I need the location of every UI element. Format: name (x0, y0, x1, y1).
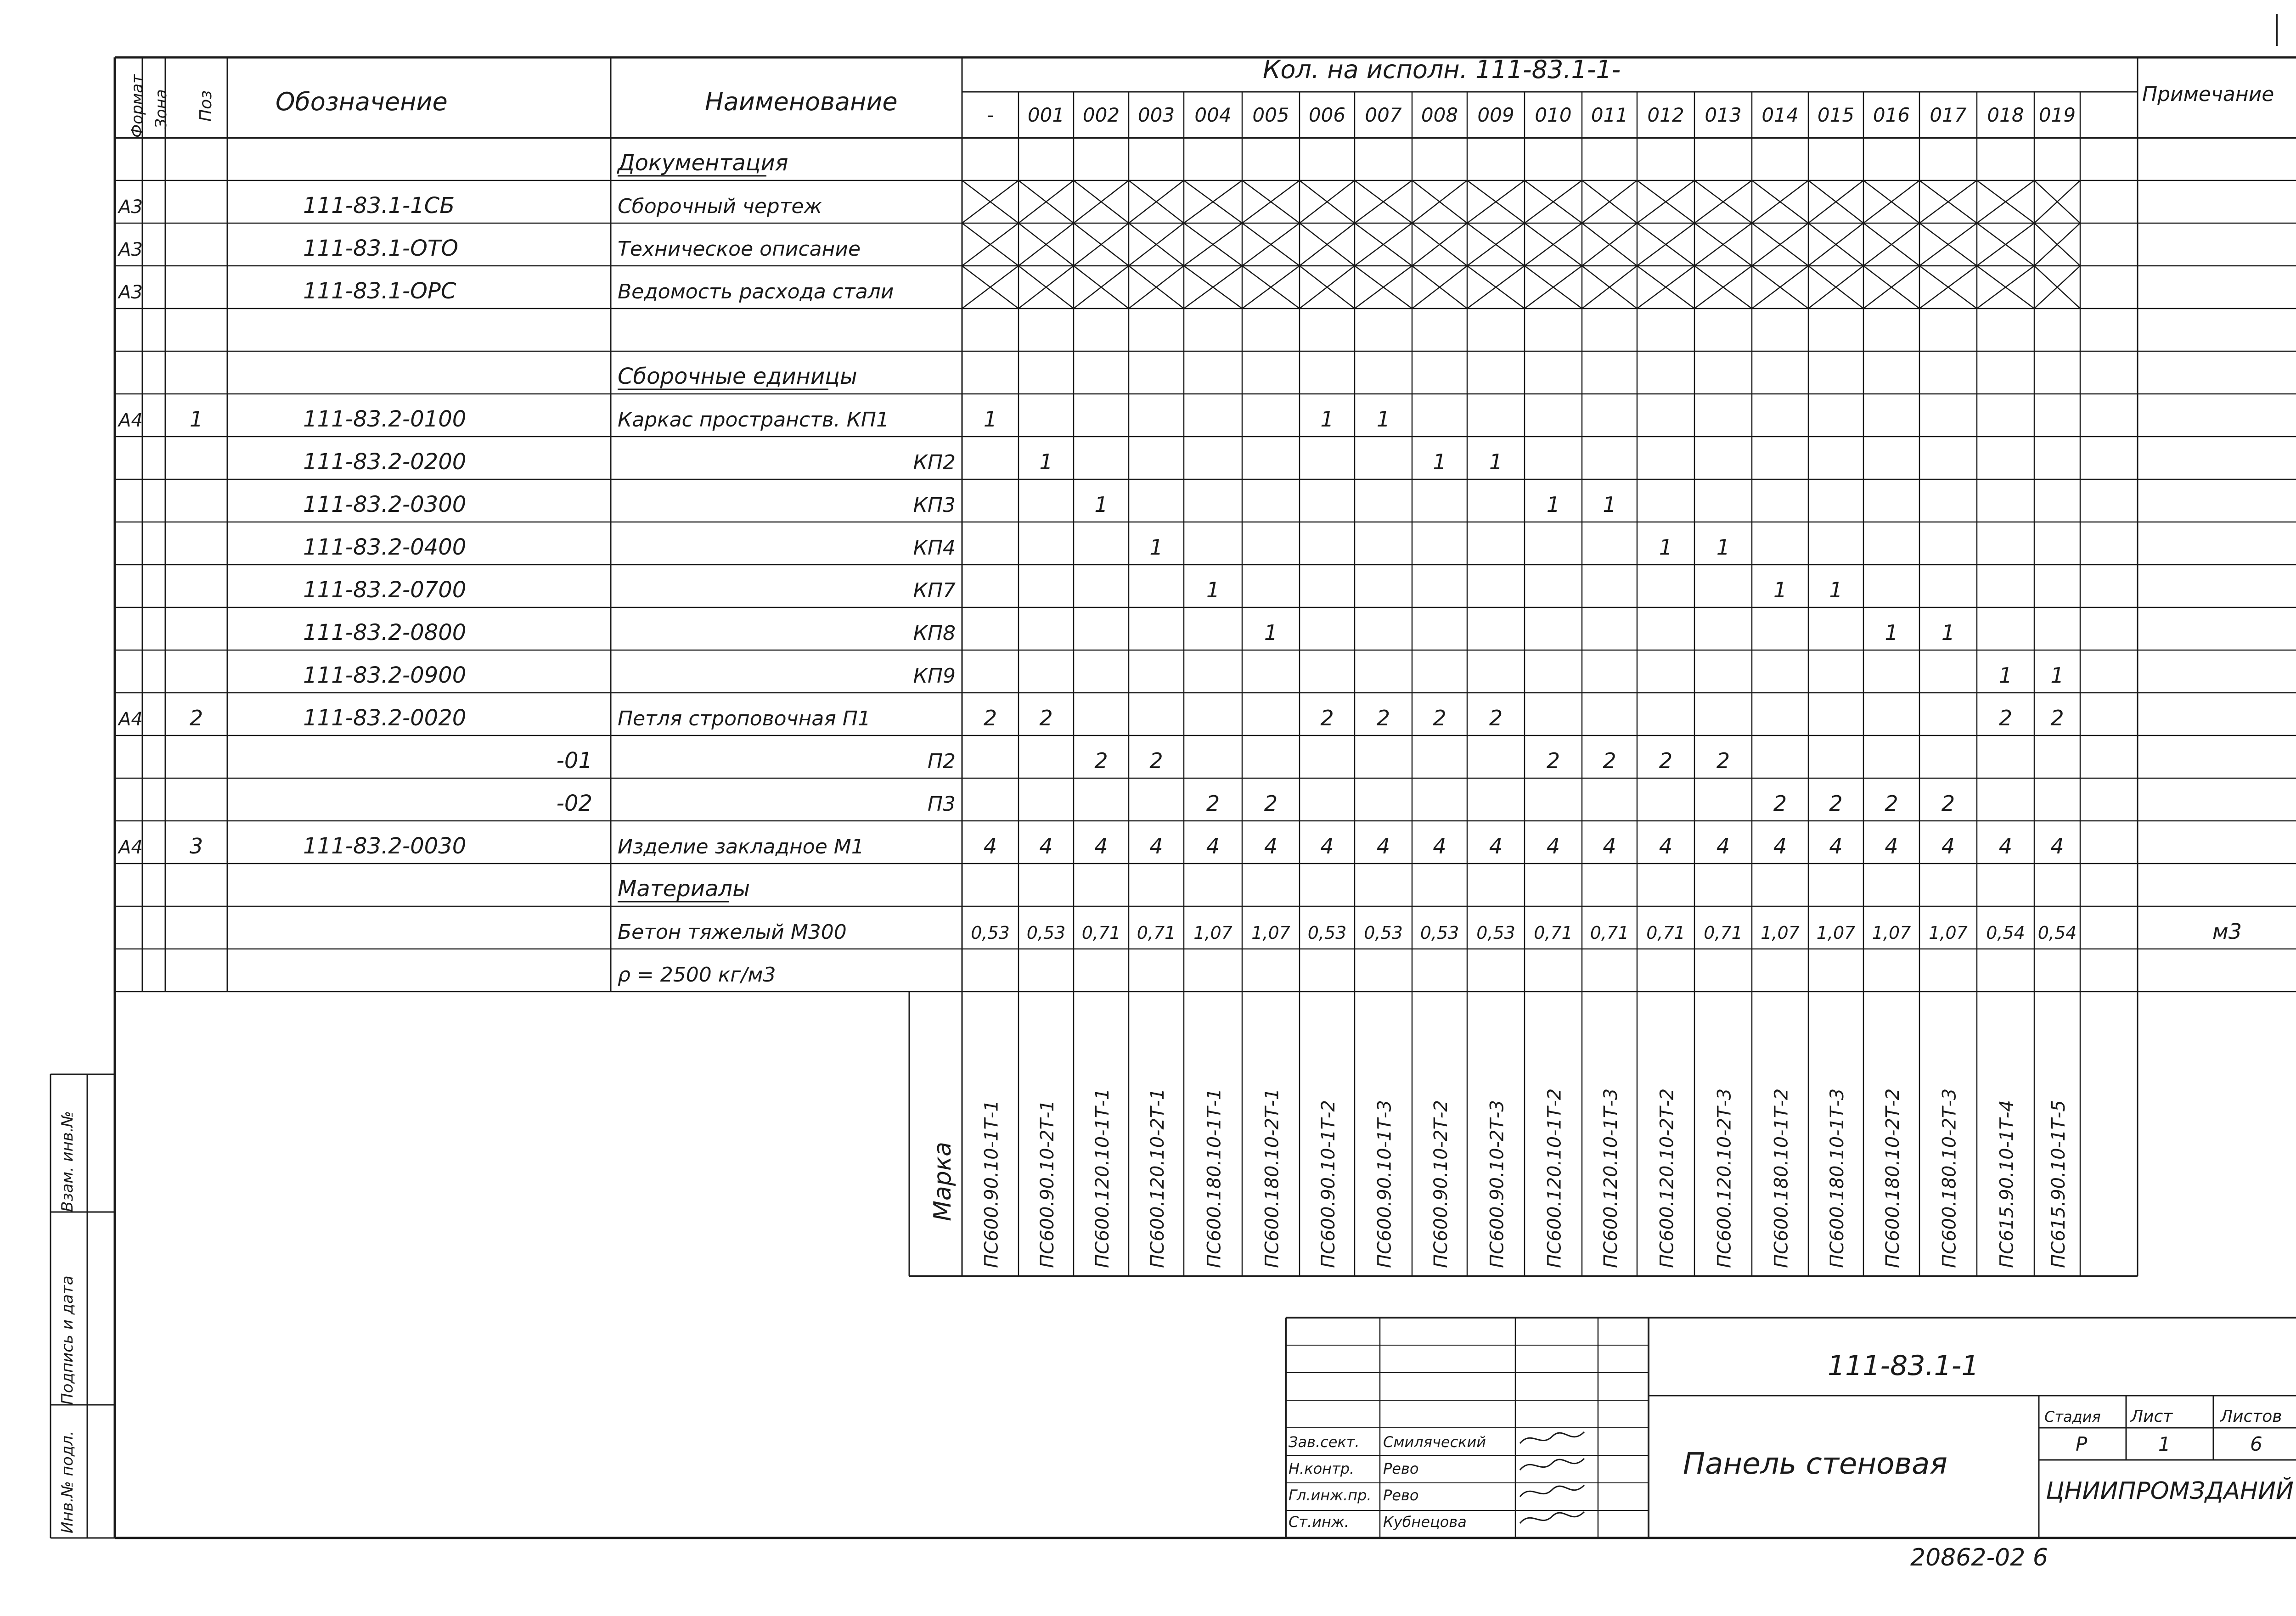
qty-cell: 0,53 (1364, 923, 1403, 943)
row-pos: 3 (189, 834, 203, 858)
qty-cell: 1 (1206, 578, 1220, 602)
row-name: П3 (927, 792, 956, 816)
qty-cell: 4 (1716, 834, 1730, 858)
qty-cell: 1 (1659, 535, 1673, 560)
spec-rows (117, 150, 2242, 987)
qty-cell: 2 (1433, 706, 1446, 730)
row-designation: 111-83.2-0200 (303, 449, 467, 475)
mark-label: ПС600.90.10-1Т-3 (1374, 1100, 1396, 1268)
qty-cell: 4 (1998, 834, 2013, 858)
qty-cell: 0,54 (2037, 923, 2077, 943)
qty-cell: 0,71 (1137, 923, 1176, 943)
row-format: А4 (118, 709, 143, 730)
qty-cell: 0,53 (971, 923, 1010, 943)
qty-cell: 4 (1489, 834, 1503, 858)
qty-cell: 4 (1885, 834, 1898, 858)
qty-cell: 4 (1941, 834, 1955, 858)
qty-cell: 1,07 (1872, 923, 1911, 943)
variant-header: 015 (1817, 104, 1855, 126)
variant-header: 009 (1477, 104, 1514, 126)
stage-label: Стадия (2044, 1408, 2101, 1425)
header-zone: Зона (152, 89, 170, 129)
variant-header: 005 (1252, 104, 1289, 126)
qty-cell: 4 (1264, 834, 1278, 858)
qty-cell: 1 (1489, 449, 1503, 474)
row-note: м3 (2212, 919, 2242, 944)
header-name: Наименование (705, 87, 898, 116)
variant-header: 013 (1705, 104, 1742, 126)
row-format: А3 (118, 239, 143, 260)
signer-role: Ст.инж. (1289, 1513, 1349, 1531)
qty-cell: 1 (1829, 578, 1843, 602)
qty-cell: 2 (1149, 748, 1163, 773)
qty-cell: 2 (1094, 748, 1108, 773)
row-designation: 111-83.1-1СБ (303, 193, 455, 219)
qty-cell: 1,07 (1816, 923, 1856, 943)
qty-cell: 4 (1320, 834, 1334, 858)
qty-cell: 1 (1039, 449, 1053, 474)
row-format: А4 (118, 837, 143, 858)
qty-cell: 1 (1320, 407, 1334, 432)
header-format: Формат (128, 74, 146, 138)
qty-cell: 0,53 (1307, 923, 1347, 943)
row-name: КП3 (913, 494, 956, 517)
mark-label: ПС600.90.10-1Т-1 (981, 1100, 1002, 1268)
mark-labels (929, 1089, 2069, 1268)
qty-cell: 0,71 (1534, 923, 1573, 943)
mark-label: ПС600.90.10-2Т-2 (1430, 1100, 1452, 1268)
row-pos: 1 (189, 407, 203, 432)
row-name: ρ = 2500 кг/м3 (618, 963, 776, 987)
qty-cell: 4 (2050, 834, 2064, 858)
signer-name: Рево (1383, 1460, 1419, 1477)
qty-cell: 1 (1546, 492, 1560, 517)
qty-cell: 2 (1376, 706, 1390, 730)
mark-label: ПС600.120.10-1Т-2 (1544, 1088, 1565, 1268)
qty-cell: 1 (1149, 535, 1163, 560)
side-stamp-inv: Инв.№ подл. (58, 1431, 77, 1533)
mark-label: ПС600.120.10-2Т-1 (1147, 1088, 1168, 1268)
qty-cell: 2 (1489, 706, 1503, 730)
row-name: Техническое описание (618, 237, 861, 261)
qty-cell: 1 (1998, 663, 2013, 688)
mark-label: ПС600.180.10-2Т-1 (1261, 1088, 1283, 1268)
qty-cell: 2 (1773, 791, 1787, 816)
row-designation: 111-83.2-0300 (303, 492, 467, 517)
signer-name: Кубнецова (1383, 1513, 1467, 1531)
sheet-label: Лист (2131, 1407, 2173, 1426)
variant-header: 012 (1647, 104, 1684, 126)
qty-cell: 2 (1603, 748, 1616, 773)
row-name: Бетон тяжелый М300 (618, 920, 847, 944)
row-format: А3 (118, 196, 143, 218)
section-title: Сборочные единицы (618, 364, 857, 389)
sheets-value: 6 (2250, 1433, 2262, 1455)
section-title: Документация (618, 150, 788, 176)
qty-cell: 2 (1885, 791, 1898, 816)
mark-label: ПС600.90.10-2Т-3 (1486, 1100, 1508, 1268)
variant-header: 004 (1194, 104, 1232, 126)
qty-cell: 0,71 (1590, 923, 1629, 943)
qty-cell: 0,71 (1081, 923, 1121, 943)
variant-header: 011 (1591, 104, 1628, 126)
qty-cell: 2 (1829, 791, 1843, 816)
side-stamp-replace: Взам. инв.№ (58, 1111, 77, 1212)
mark-label: ПС600.90.10-2Т-1 (1037, 1100, 1058, 1268)
qty-cell: 4 (1039, 834, 1053, 858)
row-name: Каркас пространств. КП1 (618, 408, 889, 432)
marks-label: Марка (929, 1141, 957, 1221)
qty-cell: 0,53 (1476, 923, 1515, 943)
row-name: Ведомость расхода стали (618, 280, 894, 303)
row-designation: -01 (556, 748, 592, 774)
qty-cell: 0,53 (1420, 923, 1459, 943)
header-pos: Поз (197, 90, 215, 122)
qty-cell: 4 (1094, 834, 1108, 858)
qty-cell: 1 (1716, 535, 1730, 560)
qty-cell: 1,07 (1193, 923, 1232, 943)
variant-header: 017 (1930, 104, 1967, 126)
qty-cell: 0,71 (1646, 923, 1685, 943)
variant-header: 001 (1027, 104, 1065, 126)
row-designation: 111-83.2-0900 (303, 662, 467, 688)
qty-cell: 1,07 (1761, 923, 1800, 943)
qty-cell: 4 (1773, 834, 1787, 858)
row-name: КП8 (913, 622, 956, 645)
signer-role: Гл.инж.пр. (1289, 1487, 1372, 1504)
signer-name: Рево (1383, 1487, 1419, 1504)
variant-header: 016 (1873, 104, 1910, 126)
side-stamp-sign: Подпись и дата (58, 1275, 77, 1405)
qty-cell: 1 (1773, 578, 1787, 602)
qty-cell: 4 (1546, 834, 1560, 858)
row-designation: 111-83.1-ОРС (303, 278, 456, 304)
qty-cell: 2 (1998, 706, 2013, 730)
mark-label: ПС600.120.10-1Т-3 (1600, 1088, 1621, 1268)
row-name: П2 (927, 750, 956, 773)
qty-cell: 2 (1320, 706, 1334, 730)
qty-cell: 0,53 (1026, 923, 1066, 943)
row-pos: 2 (189, 706, 203, 730)
row-designation: 111-83.2-0100 (303, 406, 467, 432)
mark-label: ПС600.120.10-2Т-2 (1656, 1088, 1678, 1268)
qty-cell: 2 (983, 706, 997, 730)
mark-label: ПС600.180.10-1Т-1 (1204, 1088, 1225, 1268)
row-name: КП7 (913, 579, 956, 602)
variant-header: 008 (1421, 104, 1458, 126)
cross-hatch-marks (962, 180, 2080, 309)
qty-cell: 1,07 (1251, 923, 1290, 943)
qty-cell: 1 (1941, 620, 1955, 645)
variant-header: 007 (1365, 104, 1402, 126)
qty-cell: 1 (983, 407, 997, 432)
qty-cell: 2 (1716, 748, 1730, 773)
variant-header: 003 (1137, 104, 1175, 126)
row-designation: 111-83.2-0400 (303, 534, 467, 560)
qty-cell: 4 (1149, 834, 1163, 858)
qty-cell: 2 (1039, 706, 1053, 730)
mark-label: ПС600.90.10-1Т-2 (1318, 1100, 1339, 1268)
row-name: КП9 (913, 664, 956, 688)
variant-header: 019 (2038, 104, 2076, 126)
row-name: КП4 (913, 536, 956, 560)
signers (1289, 1432, 1584, 1531)
qty-cell: 0,54 (1986, 923, 2025, 943)
stage-value: Р (2076, 1433, 2088, 1455)
variant-header: 014 (1761, 104, 1799, 126)
doc-name: Панель стеновая (1683, 1447, 1947, 1481)
signature-mark (1520, 1459, 1584, 1470)
mark-label: ПС600.120.10-2Т-3 (1714, 1088, 1735, 1268)
signer-name: Смиляческий (1383, 1433, 1486, 1451)
sheet-value: 1 (2158, 1433, 2171, 1455)
mark-label: ПС615.90.10-1Т-4 (1996, 1100, 2018, 1268)
organization: ЦНИИПРОМЗДАНИЙ (2046, 1477, 2294, 1505)
row-designation: 111-83.2-0020 (303, 705, 467, 731)
sheets-label: Листов (2220, 1407, 2282, 1426)
variant-headers (987, 104, 2076, 126)
row-format: А4 (118, 410, 143, 431)
qty-cell: 4 (1659, 834, 1673, 858)
header-note: Примечание (2142, 83, 2274, 106)
row-designation: -02 (556, 791, 592, 816)
qty-cell: 2 (1941, 791, 1955, 816)
doc-code: 111-83.1-1 (1828, 1350, 1979, 1382)
variant-header: 002 (1082, 104, 1120, 126)
title-block (1289, 1350, 2294, 1531)
side-stamp (58, 1111, 77, 1533)
signer-role: Н.контр. (1289, 1460, 1355, 1477)
signer-role: Зав.сект. (1289, 1433, 1360, 1451)
qty-cell: 0,71 (1704, 923, 1743, 943)
variant-header: 006 (1308, 104, 1346, 126)
qty-cell: 2 (1546, 748, 1560, 773)
row-name: Сборочный чертеж (618, 195, 822, 218)
qty-cell: 1,07 (1929, 923, 1968, 943)
row-designation: 111-83.1-ОТО (303, 236, 459, 261)
qty-cell: 1 (2050, 663, 2064, 688)
qty-cell: 1 (1433, 449, 1446, 474)
qty-cell: 4 (1376, 834, 1390, 858)
bottom-code: 20862-02 6 (1910, 1544, 2048, 1571)
row-designation: 111-83.2-0700 (303, 577, 467, 603)
qty-cell: 1 (1376, 407, 1390, 432)
header-qty-title: Кол. на исполн. 111-83.1-1- (1263, 55, 1621, 84)
signature-mark (1520, 1432, 1584, 1443)
mark-label: ПС615.90.10-1Т-5 (2048, 1100, 2069, 1268)
qty-cell: 2 (1659, 748, 1673, 773)
qty-cell: 1 (1603, 492, 1616, 517)
mark-label: ПС600.180.10-1Т-3 (1827, 1088, 1848, 1268)
variant-header: 010 (1535, 104, 1572, 126)
row-designation: 111-83.2-0030 (303, 833, 467, 859)
mark-label: ПС600.120.10-1Т-1 (1092, 1088, 1113, 1268)
variant-header: 018 (1987, 104, 2024, 126)
mark-label: ПС600.180.10-2Т-3 (1939, 1088, 1960, 1268)
qty-cell: 1 (1264, 620, 1278, 645)
qty-cell: 4 (1829, 834, 1843, 858)
variant-header: - (986, 104, 994, 126)
row-format: А3 (118, 282, 143, 303)
qty-cell: 2 (1206, 791, 1220, 816)
qty-cell: 4 (1206, 834, 1220, 858)
section-title: Материалы (618, 876, 750, 902)
qty-cell: 4 (1433, 834, 1446, 858)
qty-cell: 4 (983, 834, 997, 858)
qty-cell: 2 (1264, 791, 1278, 816)
row-name: Петля строповочная П1 (618, 707, 871, 730)
row-name: КП2 (913, 451, 956, 474)
mark-label: ПС600.180.10-2Т-2 (1882, 1088, 1903, 1268)
qty-cell: 1 (1885, 620, 1898, 645)
qty-cell: 1 (1094, 492, 1108, 517)
row-name: Изделие закладное М1 (618, 835, 864, 858)
header-designation: Обозначение (276, 87, 448, 116)
qty-cell: 4 (1603, 834, 1616, 858)
row-designation: 111-83.2-0800 (303, 620, 467, 645)
signature-mark (1520, 1485, 1584, 1497)
qty-cell: 2 (2050, 706, 2064, 730)
mark-label: ПС600.180.10-1Т-2 (1771, 1088, 1792, 1268)
signature-mark (1520, 1512, 1584, 1523)
